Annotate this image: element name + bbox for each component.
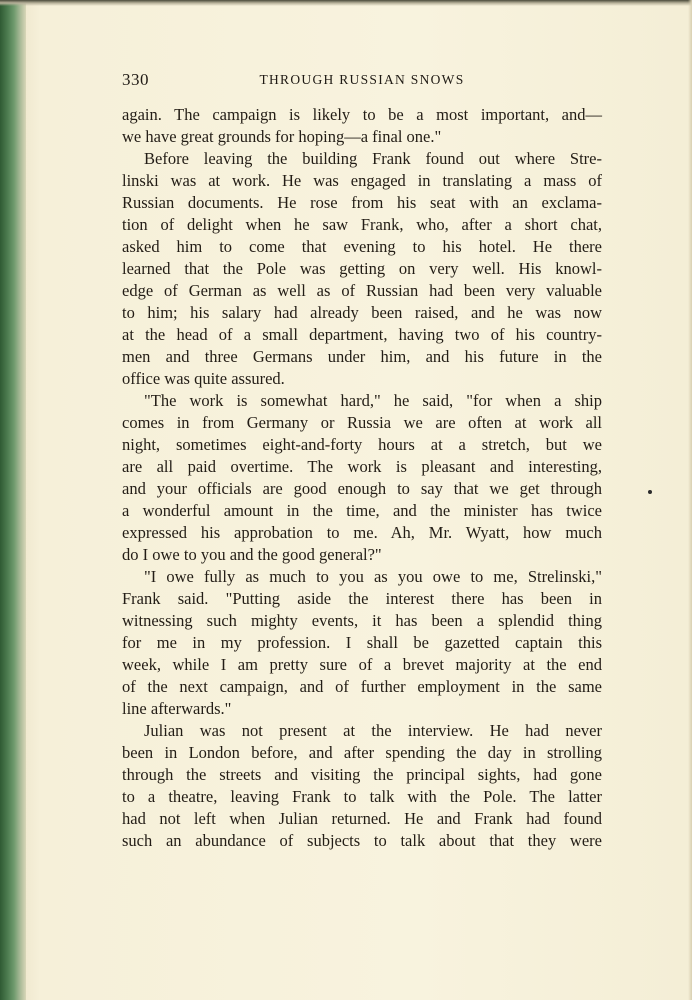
text-line: "I owe fully as much to you as you owe to me, Strelinski,": [144, 567, 602, 586]
text-line: for me in my profession. I shall be gazetted captain this: [122, 633, 602, 652]
text-line: office was quite assured.: [122, 369, 285, 388]
running-head: THROUGH RUSSIAN SNOWS: [259, 72, 465, 87]
text-line: through the streets and visiting the principal sights, had gone: [122, 765, 602, 784]
text-line: night, sometimes eight-and-forty hours at a stretch, but we: [122, 435, 602, 454]
text-line: Frank said. "Putting aside the interest there has been in: [122, 589, 602, 608]
text-line: learned that the Pole was getting on very well. His knowl-: [122, 259, 602, 278]
page-right-edge: [688, 0, 692, 1000]
text-line: linski was at work. He was engaged in translating a mass of: [122, 171, 602, 190]
margin-speck: [648, 490, 652, 494]
body-text: [122, 104, 602, 852]
text-line: a wonderful amount in the time, and the minister has twice: [122, 501, 602, 520]
text-line: such an abundance of subjects to talk about that they were: [122, 831, 602, 850]
text-line: to a theatre, leaving Frank to talk with the Pole. The latter: [122, 787, 602, 806]
text-line: line afterwards.": [122, 699, 232, 718]
text-line: we have great grounds for hoping—a final one.": [122, 127, 442, 146]
text-line: men and three Germans under him, and his future in the: [122, 347, 602, 366]
text-line: been in London before, and after spending the day in strolling: [122, 743, 602, 762]
text-line: are all paid overtime. The work is pleasant and interesting,: [122, 457, 602, 476]
text-line: expressed his approbation to me. Ah, Mr. Wyatt, how much: [122, 523, 602, 542]
text-line: Julian was not present at the interview. He had never: [144, 721, 602, 740]
text-line: do I owe to you and the good general?": [122, 545, 382, 564]
text-line: edge of German as well as of Russian had been very valuable: [122, 281, 602, 300]
page-header: [122, 70, 602, 92]
text-line: again. The campaign is likely to be a most important, and—: [122, 105, 602, 124]
text-line: "The work is somewhat hard," he said, "for when a ship: [144, 391, 602, 410]
text-line: to him; his salary had already been raised, and he was now: [122, 303, 602, 322]
text-line: at the head of a small department, having two of his country-: [122, 325, 602, 344]
text-line: Before leaving the building Frank found out where Stre-: [144, 149, 602, 168]
text-line: of the next campaign, and of further employment in the same: [122, 677, 602, 696]
text-line: asked him to come that evening to his hotel. He there: [122, 237, 602, 256]
text-line: comes in from Germany or Russia we are often at work all: [122, 413, 602, 432]
text-line: and your officials are good enough to say that we get through: [122, 479, 602, 498]
page-number: 330: [122, 70, 149, 89]
text-line: witnessing such mighty events, it has been a splendid thing: [122, 611, 602, 630]
text-line: Russian documents. He rose from his seat with an exclama-: [122, 193, 602, 212]
text-line: had not left when Julian returned. He and Frank had found: [122, 809, 602, 828]
text-line: week, while I am pretty sure of a brevet majority at the end: [122, 655, 602, 674]
text-line: tion of delight when he saw Frank, who, after a short chat,: [122, 215, 602, 234]
book-spine: [0, 0, 26, 1000]
page-top-edge: [0, 0, 692, 6]
